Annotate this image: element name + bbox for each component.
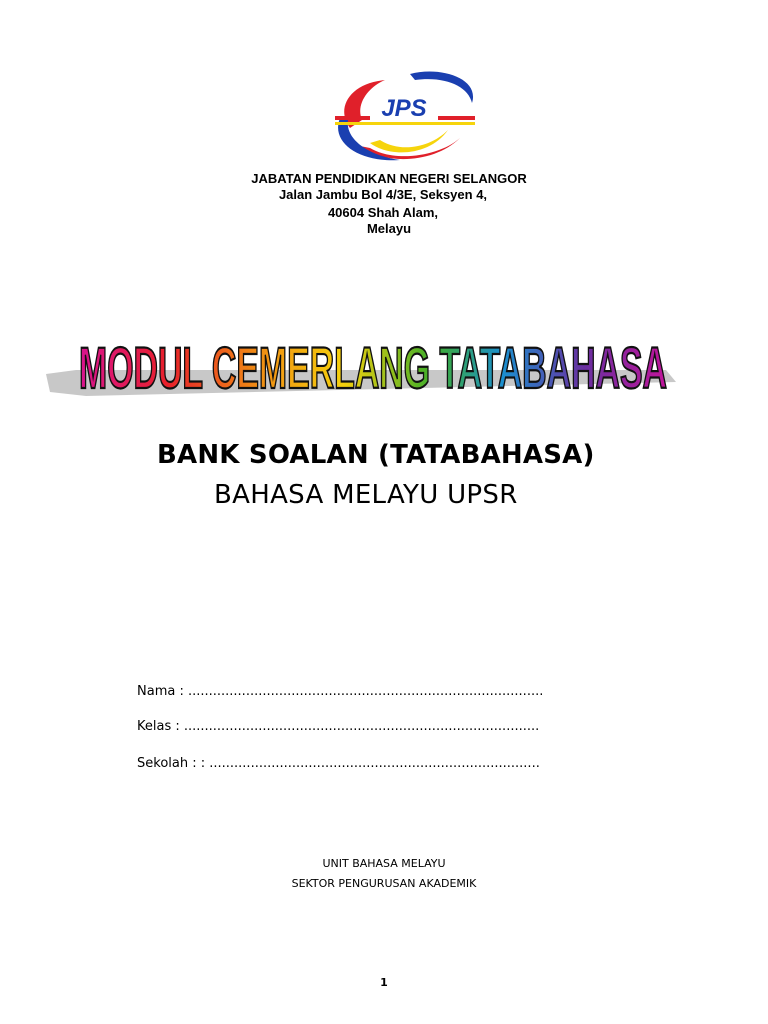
org-name: JABATAN PENDIDIKAN NEGERI SELANGOR <box>251 171 527 186</box>
unit-label: UNIT BAHASA MELAYU <box>322 857 446 870</box>
module-title <box>46 330 686 402</box>
sektor-label: SEKTOR PENGURUSAN AKADEMIK <box>291 877 477 890</box>
page-number: 1 <box>380 976 388 989</box>
nama-field: Nama : ...................................................................................... <box>137 684 544 699</box>
address-line-1: Jalan Jambu Bol 4/3E, Seksyen 4, <box>278 187 488 202</box>
address-line-2: 40604 Shah Alam, <box>327 205 439 220</box>
subtitle-bahasa-melayu: BAHASA MELAYU UPSR <box>214 480 518 510</box>
subtitle-bank-soalan: BANK SOALAN (TATABAHASA) <box>157 440 595 470</box>
jps-logo <box>330 68 480 170</box>
logo-text: JPS <box>381 95 427 122</box>
sekolah-field: Sekolah : : ................................................................................ <box>137 756 540 771</box>
kelas-field: Kelas : ...................................................................................... <box>137 719 540 734</box>
address-line-3: Melayu <box>366 221 412 236</box>
title-text: MODUL CEMERLANG TATABAHASA <box>79 336 667 401</box>
